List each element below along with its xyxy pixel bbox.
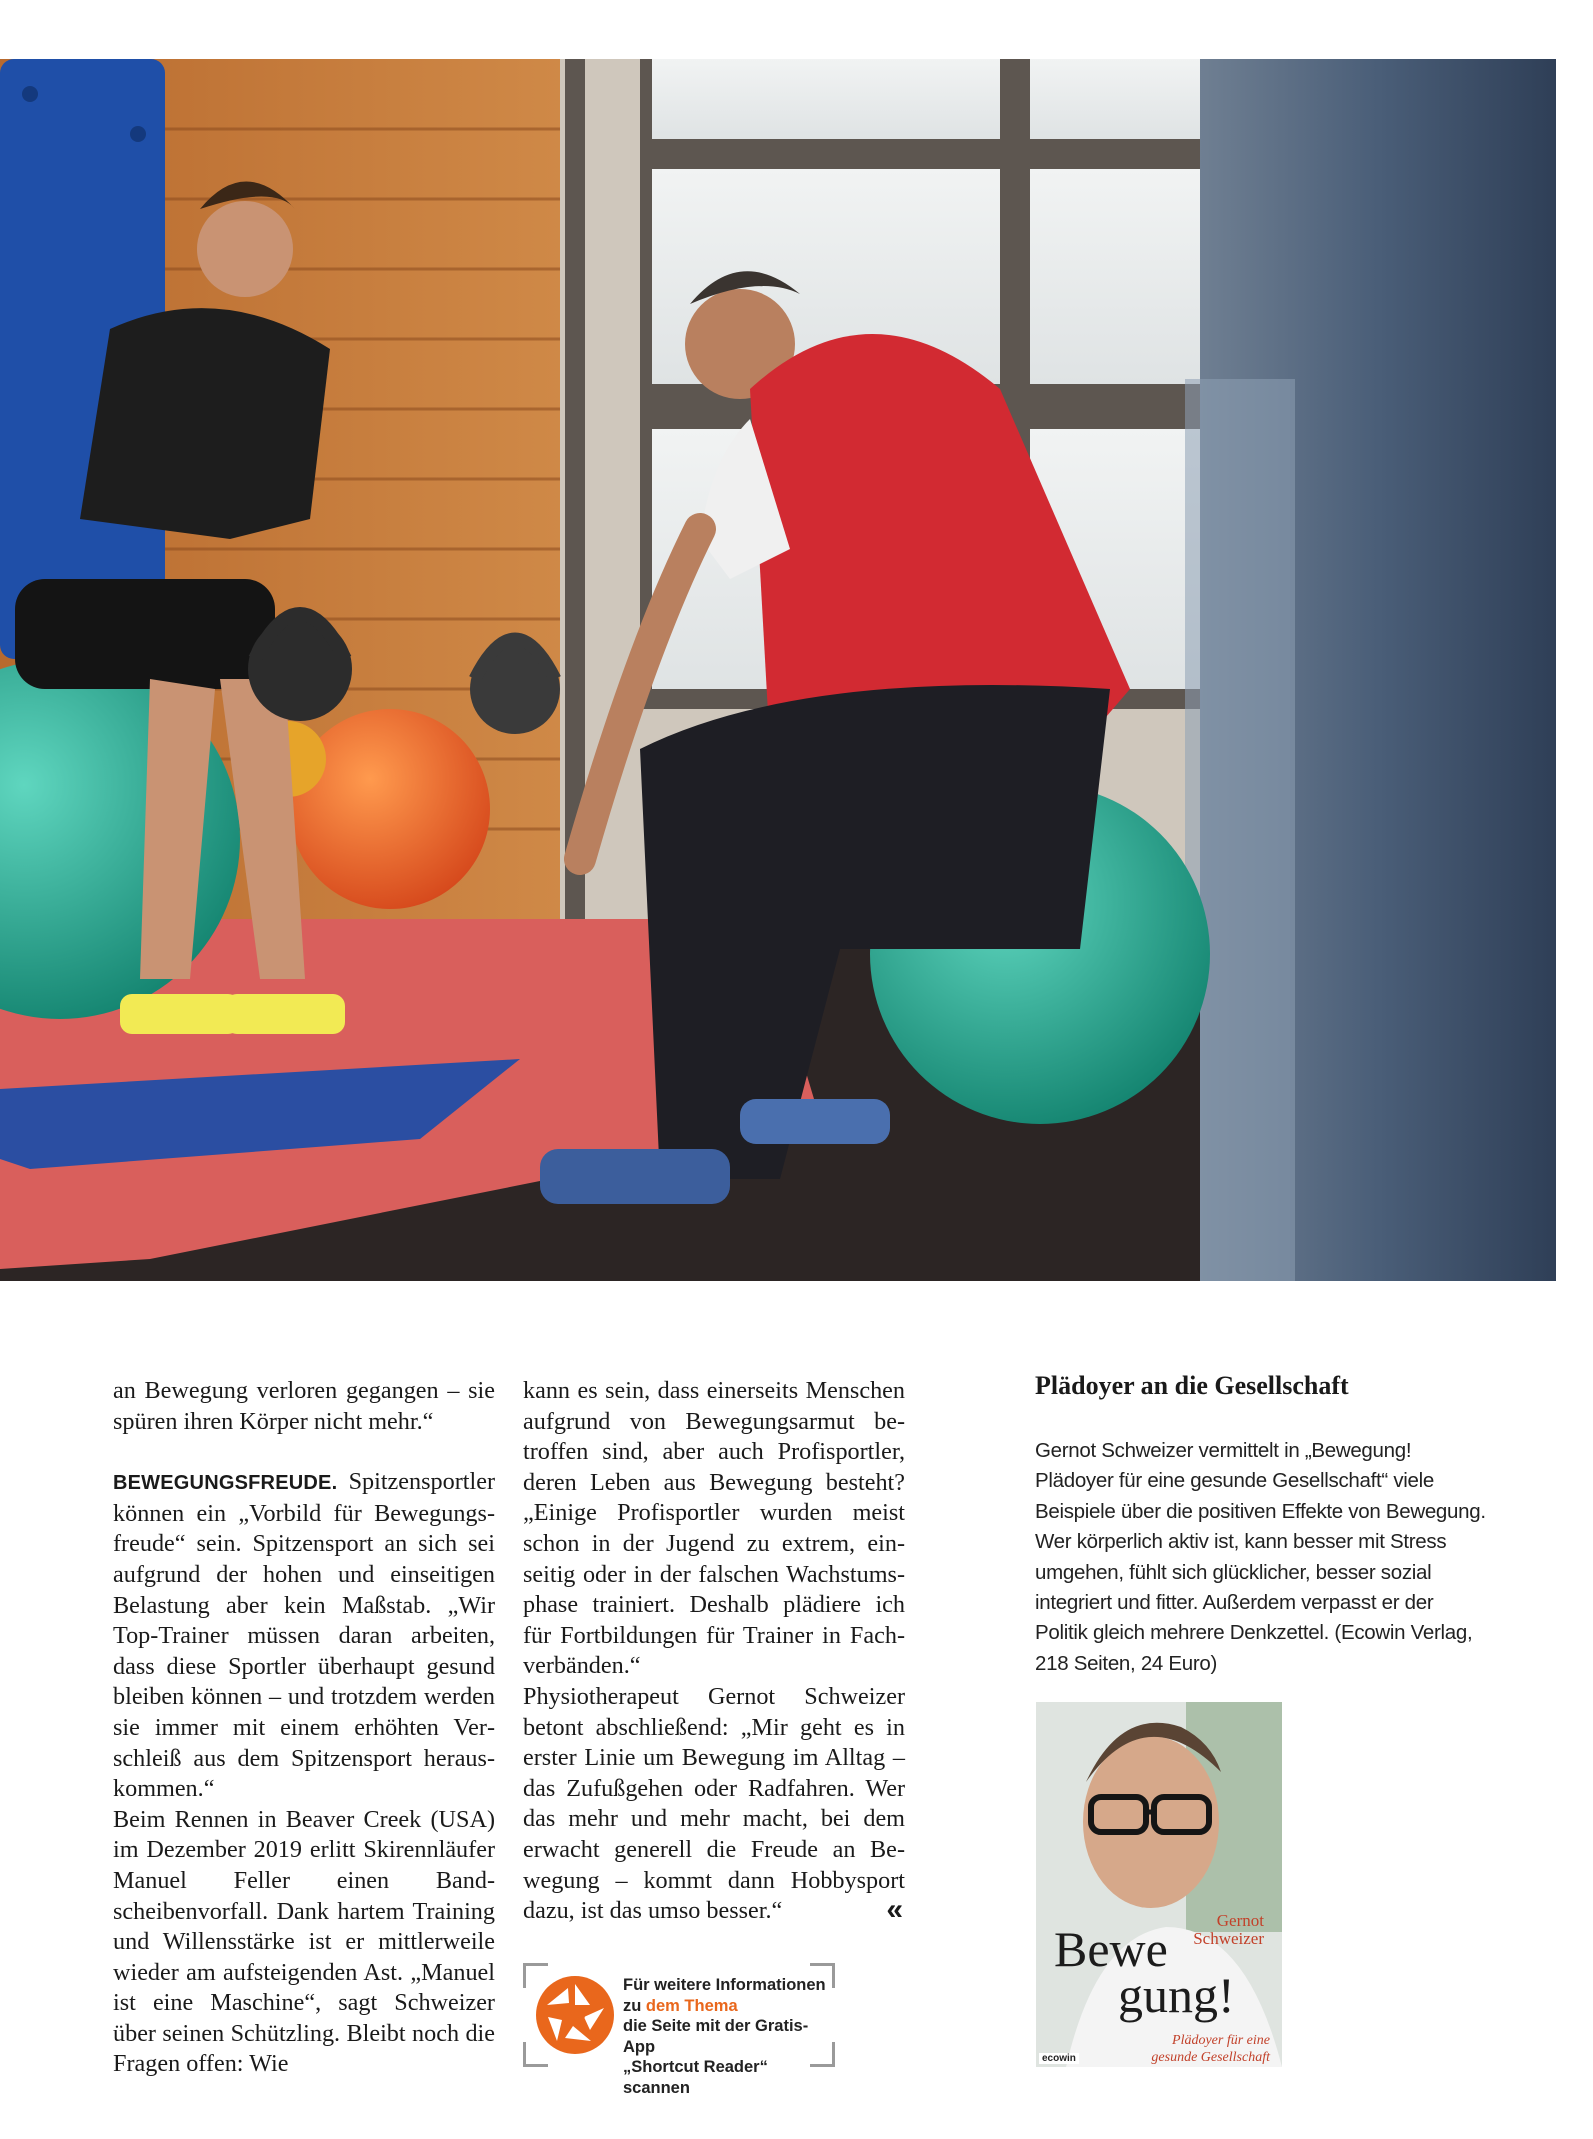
sidebar-title: Plädoyer an die Gesellschaft bbox=[1035, 1371, 1349, 1400]
paragraph bbox=[523, 1682, 905, 1927]
publisher-logo: ecowin bbox=[1039, 2053, 1079, 2064]
shortcut-line: „Shortcut Reader“ scannen bbox=[623, 2058, 768, 2097]
paragraph: Beim Rennen in Beaver Creek (USA) im Dezember 2019 erlitt Skirennläufer Manuel Feller einen Bandscheibenvorfall. Dank hartem Training und Willensstärke ist er mittlerweile wieder am aufsteigenden Ast. „Manuel ist eine Maschine“, sagt Schweizer über seinen Schützling. Bleibt noch die Fragen offen: Wie bbox=[113, 1805, 495, 2078]
book-title-part1: Bewe bbox=[1054, 1921, 1168, 1977]
shortcut-aperture-icon bbox=[535, 1975, 615, 2055]
feature-photo bbox=[0, 59, 1556, 1281]
paragraph-text: Physiotherapeut Gernot Schweizer betont abschließend: „Mir geht es in erster Linie um Bewegung im Alltag – das Zufußgehen oder Radfahren. Wer das mehr und mehr macht, bei dem erwacht generell die Freude an Bewegung – kommt dann Hobbysport dazu, ist das umso besser.“ bbox=[523, 1682, 905, 1925]
gym-training-illustration bbox=[0, 59, 1556, 1281]
book-subtitle bbox=[1151, 2032, 1270, 2066]
paragraph: kann es sein, dass einerseits Menschen aufgrund von Bewegungsarmut betroffen sind, aber auch Profisportler, deren Leben aus Bewegung besteht? „Einige Profisportler wurden meist schon in der Jugend zu extrem, einseitig oder in der falschen Wachstumsphase trainiert. Deshalb plädiere ich für Fortbildungen für Trainer in Fachverbänden.“ bbox=[523, 1377, 905, 1680]
book-subtitle-line: gesunde Gesellschaft bbox=[1151, 2050, 1270, 2065]
book-author-last: Schweizer bbox=[1193, 1929, 1264, 1948]
paragraph-text: Spitzensportler können ein „Vorbild für Bewegungsfreude“ sein. Spitzensport an sich sei aufgrund der hohen und einseitigen Belastung aber kein Maßstab. „Wir Top-Trainer müssen daran arbeiten, dass diese Sportler überhaupt gesund bleiben können – und trotzdem werden sie immer mit einem erhöhten Verschleiß aus dem Spitzensport herauskommen.“ bbox=[113, 1468, 495, 1803]
shortcut-highlight: dem Thema bbox=[645, 1996, 738, 2015]
book-author-first: Gernot bbox=[1216, 1911, 1264, 1930]
shortcut-line: die Seite mit der Gratis-App bbox=[623, 2017, 809, 2056]
shortcut-text bbox=[623, 1975, 828, 2098]
shortcut-reader-box[interactable] bbox=[523, 1963, 835, 2097]
shortcut-line: Für weitere Informationen bbox=[623, 1976, 826, 1994]
book-title-part2: gung! bbox=[1118, 1967, 1235, 2023]
shortcut-line bbox=[623, 1996, 828, 2017]
book-cover bbox=[1036, 1702, 1282, 2067]
end-mark: « bbox=[886, 1893, 903, 1927]
sidebar-body: Gernot Schweizer vermittelt in „Bewegung! Plädoyer für eine gesunde Gesellschaft“ viele Beispiele über die positiven Effekte von Bewegung. Wer körperlich aktiv ist, kann besser mit Stress umgehen, fühlt sich glücklicher, besser sozial integriert und fitter. Außerdem verpasst er der Politik gleich mehrere Denkzettel. (Ecowin Verlag, 218 Seiten, 24 Euro) bbox=[1035, 1439, 1486, 1675]
book-subtitle-line: Plädoyer für eine bbox=[1172, 2033, 1270, 2048]
paragraph bbox=[113, 1467, 495, 1805]
book-author bbox=[1193, 1912, 1264, 1948]
shortcut-prefix: zu bbox=[623, 1996, 646, 2015]
article-column-1 bbox=[113, 1376, 495, 2080]
paragraph: an Bewegung verloren gegangen – sie spüren ihren Körper nicht mehr.“ bbox=[113, 1377, 495, 1435]
article-column-2 bbox=[523, 1376, 905, 1927]
section-runin: BEWEGUNGSFREUDE. bbox=[113, 1472, 338, 1495]
